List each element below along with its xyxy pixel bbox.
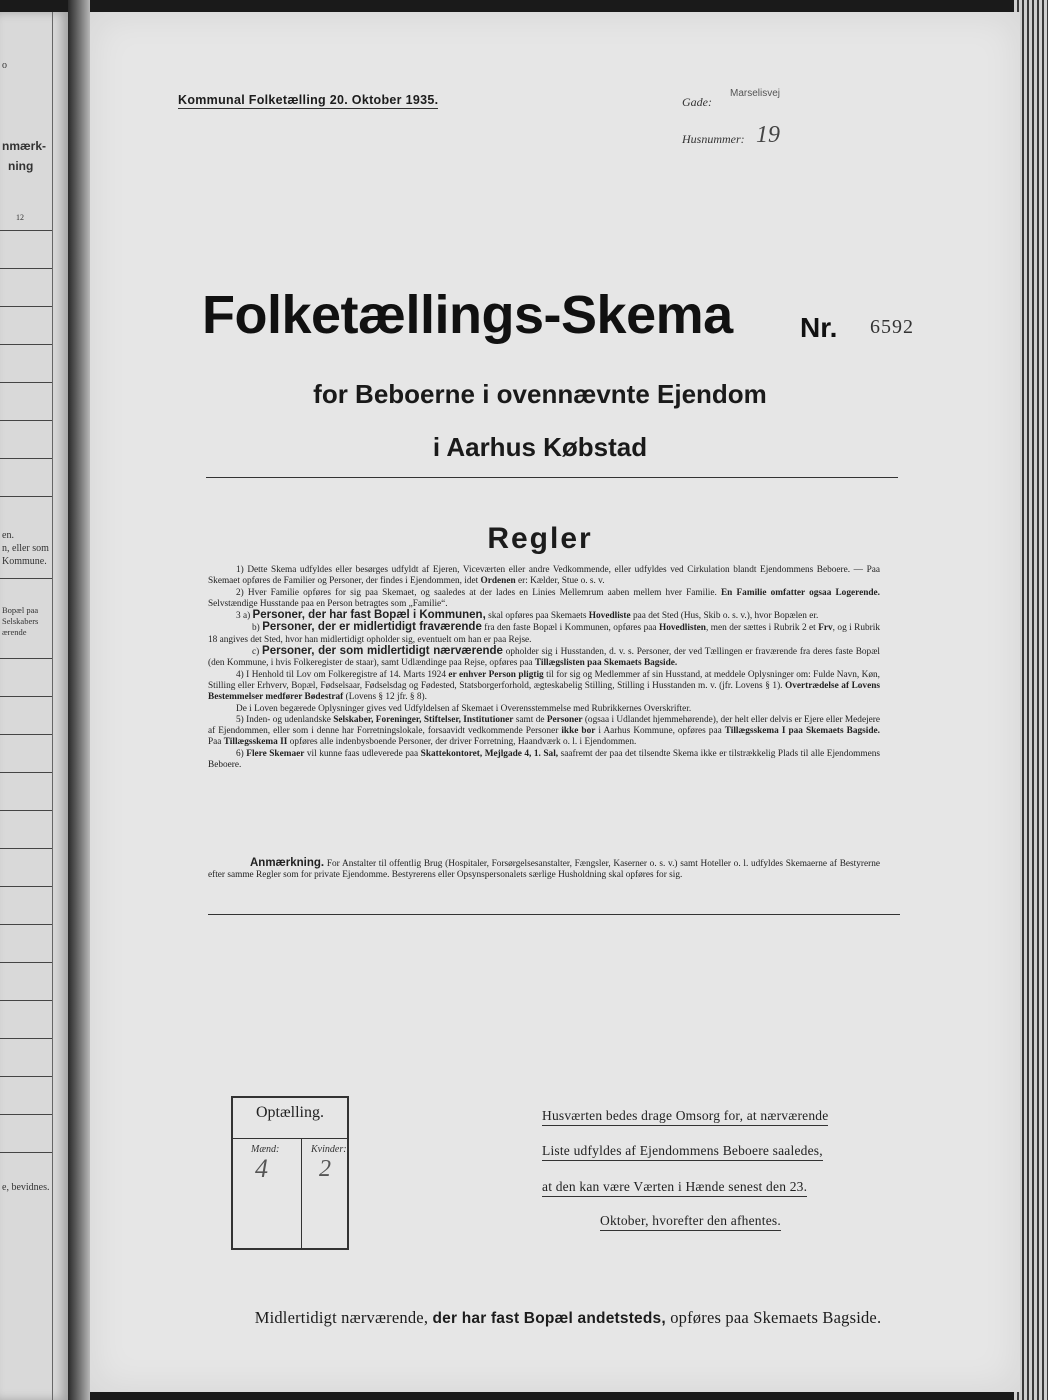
rule-2 bbox=[208, 588, 880, 611]
divider bbox=[206, 477, 898, 478]
rule-emphasis: En Familie omfatter ogsaa Logerende. bbox=[720, 587, 880, 598]
previous-page-note: n, eller som bbox=[2, 543, 49, 554]
rule-number: 3 a) bbox=[236, 611, 251, 622]
rule-text: opføres alle indenbysboende Personer, der driver Forretning, Haandværk o. l. i Ejendommen. bbox=[287, 737, 637, 748]
rule-text: 6) bbox=[236, 748, 247, 759]
rule-text: De i Loven begærede Oplysninger gives ved Udfyldelsen af Skemaet i Overensstemmelse med Rubrikkernes Overskrifter. bbox=[236, 703, 692, 714]
footer-note bbox=[90, 1308, 1020, 1328]
rule-text: 1) Dette Skema udfyldes eller besørges udfyldt af Ejeren, Viceværten eller andre Vedkommende, eller udfyldes ved Cirkulation blandt Ejendommens Beboere. — Paa Skemaet opføres de Familier og Personer, der findes i Ejendommen, idet bbox=[208, 565, 880, 587]
previous-page-rule bbox=[0, 696, 52, 697]
landlord-note-line: at den kan være Værten i Hænde senest den 23. bbox=[542, 1179, 807, 1197]
rule-emphasis: Tillægslisten paa Skemaets Bagside. bbox=[534, 658, 678, 669]
previous-page-note: ærende bbox=[2, 627, 27, 637]
census-header: Kommunal Folketælling 20. Oktober 1935. bbox=[178, 93, 439, 107]
previous-page-note: Bopæl paa bbox=[2, 605, 39, 615]
rule-text: , og i Rubrik 18 angives det Sted, hvor han midlertidigt opholder sig, eventuelt om han er paa Rejse. bbox=[208, 623, 880, 645]
form-subtitle-city: i Aarhus Købstad bbox=[432, 432, 648, 462]
annotation-note bbox=[208, 858, 880, 882]
rule-heading: Personer, der har fast Bopæl i Kommunen, bbox=[252, 609, 486, 622]
book-gutter bbox=[68, 0, 90, 1400]
rule-text: er: Kælder, Stue o. s. v. bbox=[515, 576, 605, 587]
count-title: Optælling. bbox=[255, 1104, 324, 1121]
landlord-note-line: Liste udfyldes af Ejendommens Beboere saaledes, bbox=[542, 1143, 823, 1161]
previous-page-rule bbox=[0, 1038, 52, 1039]
previous-page-heading: nmærk- bbox=[2, 139, 47, 153]
previous-page-rule bbox=[0, 1152, 52, 1153]
rule-text: (Lovens § 12 jfr. § 8). bbox=[343, 692, 427, 703]
rule-3c bbox=[208, 646, 880, 670]
rule-3b bbox=[208, 622, 880, 646]
form-number-value: 6592 bbox=[870, 316, 914, 338]
previous-page-column-line bbox=[52, 12, 53, 1400]
previous-page-heading: ning bbox=[8, 159, 34, 173]
street-label: Gade: bbox=[682, 95, 712, 109]
rule-emphasis: Flere Skemaer bbox=[246, 748, 305, 759]
count-column-divider bbox=[301, 1138, 302, 1248]
previous-page-note: Kommune. bbox=[2, 556, 47, 567]
rule-emphasis: Hovedlisten bbox=[658, 623, 706, 634]
previous-page-edge bbox=[0, 12, 68, 1400]
women-count-value: 2 bbox=[319, 1156, 331, 1182]
rule-emphasis: Hovedliste bbox=[588, 611, 631, 622]
previous-page-rule bbox=[0, 230, 52, 231]
house-number-value: 19 bbox=[756, 122, 780, 148]
rule-text: til for sig og Medlemmer af sin Husstand, at meddele Oplysninger om: Fulde Navn, Køn, Stilling eller Erhverv, Bopæl, Fødselsaar, Fødselsdag og Fødested, Statsborgerforhold, ægteskabelig Stilling, Stilling i Husstanden m. v. (jfr. Lovens § 1). bbox=[208, 669, 880, 691]
previous-page-column-number: 12 bbox=[16, 213, 24, 222]
rule-text: , men der sættes i Rubrik 2 et bbox=[705, 623, 819, 634]
rule-text: 2) Hver Familie opføres for sig paa Skemaet, og saaledes at der lades en Linies Mellemrum aaben mellem hver Familie. bbox=[236, 587, 721, 598]
rule-text: saafremt der paa det tilsendte Skema ikke er tilstrækkelig Plads til alle Ejendommens Beboere. bbox=[208, 748, 880, 771]
rule-text: paa det Sted (Hus, Skib o. s. v.), hvor Bopælen er. bbox=[630, 611, 819, 622]
previous-page-rule bbox=[0, 1000, 52, 1001]
previous-page-rule bbox=[0, 962, 52, 963]
rule-text: i Aarhus Kommune, opføres paa bbox=[595, 726, 725, 737]
men-label: Mænd: bbox=[251, 1144, 280, 1155]
rule-emphasis: Selskaber, Foreninger, Stiftelser, Institutioner bbox=[333, 714, 514, 725]
rule-text: vil kunne faas udleverede paa bbox=[304, 748, 421, 759]
house-number-label: Husnummer: bbox=[682, 132, 745, 146]
rule-emphasis: Frv bbox=[818, 623, 833, 634]
rule-4b bbox=[208, 704, 880, 715]
rule-text: skal opføres paa Skemaets bbox=[485, 611, 589, 622]
previous-page-rule bbox=[0, 658, 52, 659]
landlord-note-line: Husværten bedes drage Omsorg for, at nærværende bbox=[542, 1108, 828, 1126]
previous-page-rule bbox=[0, 344, 52, 345]
rule-1 bbox=[208, 565, 880, 588]
annotation-text: For Anstalter til offentlig Brug (Hospitaler, Forsørgelsesanstalter, Fængsler, Kaserner o. s. v.) samt Hoteller o. l. udfyldes Skemaerne af Bestyrerne efter samme Regler som for private Ejendomme. Bestyrerens eller Opsynspersonalets særlige Husholdning skal opføres for sig. bbox=[208, 859, 880, 881]
rule-text: fra den faste Bopæl i Kommunen, opføres paa bbox=[481, 623, 659, 634]
rules-text bbox=[208, 565, 880, 771]
rule-emphasis: Tillægsskema II bbox=[223, 737, 288, 748]
previous-page-note: en. bbox=[2, 530, 14, 541]
previous-page-rule bbox=[0, 924, 52, 925]
rule-text: Selvstændige Husstande paa en Person betragtes som „Familie“. bbox=[208, 598, 448, 609]
previous-page-rule bbox=[0, 578, 52, 579]
form-subtitle: for Beboerne i ovennævnte Ejendom bbox=[313, 379, 767, 409]
previous-page-rule bbox=[0, 848, 52, 849]
previous-page-note: e, bevidnes. bbox=[2, 1182, 50, 1193]
footer-text: Midlertidigt nærværende, bbox=[254, 1308, 433, 1327]
rule-text: 4) I Henhold til Lov om Folkeregistre af 14. Marts 1924 bbox=[236, 669, 449, 680]
previous-page-rule bbox=[0, 382, 52, 383]
previous-page-rule bbox=[0, 1114, 52, 1115]
rule-emphasis: ikke bor bbox=[561, 726, 596, 737]
form-title: Folketællings-Skema bbox=[202, 285, 733, 345]
rule-5 bbox=[208, 715, 880, 749]
rule-text: Paa bbox=[208, 737, 224, 748]
previous-page-rule bbox=[0, 306, 52, 307]
count-divider bbox=[233, 1138, 347, 1139]
rule-emphasis: Tillægsskema I paa Skemaets Bagside. bbox=[724, 726, 880, 737]
previous-page-rule bbox=[0, 420, 52, 421]
form-number-label: Nr. bbox=[800, 312, 838, 343]
rule-number: c) bbox=[252, 647, 260, 658]
rule-emphasis: Personer bbox=[546, 714, 583, 725]
women-label: Kvinder: bbox=[311, 1144, 347, 1155]
rule-text: samt de bbox=[513, 714, 547, 725]
rule-number: b) bbox=[252, 623, 260, 634]
rule-4 bbox=[208, 670, 880, 704]
rule-emphasis: Ordenen bbox=[480, 576, 516, 587]
previous-page-letter: o bbox=[2, 60, 7, 71]
rule-text: (ogsaa i Udlandet hjemmehørende), der helt eller delvis er Ejere eller Medejere af Ejendommen, eller som i denne har Forretningslokale, forsaavidt vedkommende Personer bbox=[208, 714, 881, 737]
men-count-value: 4 bbox=[255, 1154, 268, 1183]
rule-text: opholder sig i Husstanden, d. v. s. Personer, der ved Tællingen er fraværende fra deres faste Bopæl (den Kommune, i hvis Folkeregister de staar), samt Udlændinge paa Rejse, opføres paa bbox=[208, 647, 880, 669]
street-value: Marselisvej bbox=[730, 88, 781, 99]
annotation-label: Anmærkning. bbox=[250, 857, 325, 869]
footer-text: opføres paa Skemaets Bagside. bbox=[665, 1308, 882, 1327]
divider bbox=[208, 914, 900, 915]
footer-emphasis: der har fast Bopæl andetsteds, bbox=[432, 1310, 666, 1327]
census-form-page bbox=[90, 12, 1020, 1392]
rule-emphasis: Skattekontoret, Mejlgade 4, 1. Sal, bbox=[420, 748, 559, 759]
previous-page-rule bbox=[0, 810, 52, 811]
rule-heading: Personer, der er midlertidigt fraværende bbox=[262, 621, 482, 634]
rule-heading: Personer, der som midlertidigt nærværende bbox=[262, 645, 503, 658]
previous-page-rule bbox=[0, 886, 52, 887]
previous-page-rule bbox=[0, 458, 52, 459]
previous-page-note: Selskabers bbox=[2, 616, 39, 626]
rule-text: 5) Inden- og udenlandske bbox=[236, 714, 334, 725]
previous-page-rule bbox=[0, 268, 52, 269]
rule-emphasis: er enhver Person pligtig bbox=[448, 669, 544, 680]
previous-page-rule bbox=[0, 772, 52, 773]
rules-heading: Regler bbox=[487, 522, 593, 555]
landlord-note-line: Oktober, hvorefter den afhentes. bbox=[600, 1213, 781, 1231]
rule-6 bbox=[208, 749, 880, 772]
count-box bbox=[231, 1096, 349, 1250]
previous-page-rule bbox=[0, 1076, 52, 1077]
rule-emphasis: Overtrædelse af Lovens Bestemmelser medfører Bødestraf bbox=[208, 680, 880, 703]
previous-page-rule bbox=[0, 496, 52, 497]
previous-page-rule bbox=[0, 734, 52, 735]
